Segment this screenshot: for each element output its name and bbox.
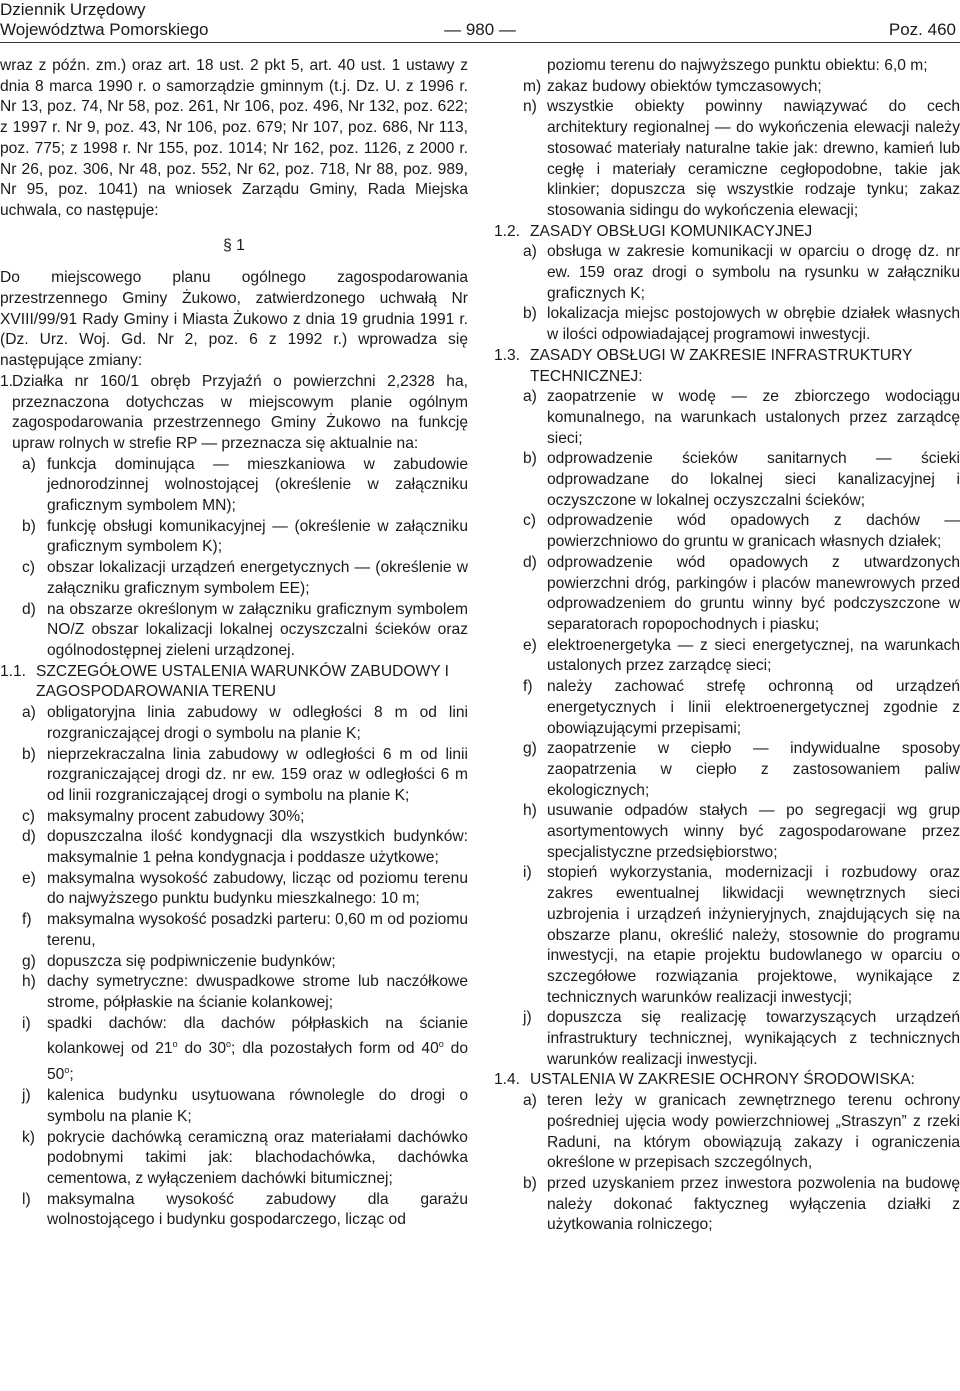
list-item	[494, 242, 960, 304]
item-label: a)	[22, 704, 36, 722]
item-text: pokrycie dachówką ceramiczną oraz materiałami dachówko podobnymi takimi jak: blachodachówka, dachówka cementowa, z wyłączeniem dachówki bitumicznej;	[47, 1128, 468, 1187]
item-text: wszystkie obiekty powinny nawiązywać do cech architektury regionalnej — do wykończenia elewacji należy stosować materiały naturalne takie jak: drewno, kamień lub cegłę i materiały ceramiczne cegłopodobne, takie jak klinkier; dopuszcza się wszystkie rodzaje tynku; zakaz stosowania sidingu do wykończenia elewacji;	[547, 98, 960, 219]
item-label: c)	[523, 512, 536, 530]
voivodeship-title: Województwa Pomorskiego	[0, 20, 209, 39]
item-text: stopień wykorzystania, modernizacji i rozbudowy oraz zakres ewentualnej likwidacji wewnętrznych sieci uzbrojenia i urządzeń inżynieryjnych, znajdujących się na obszarze planu, określić należy, stosownie do programu inwestycji, na etapie projektu budowlanego w oparciu o szczegółowe rozwiązania projektowe, wynikające z technicznych warunków realizacji inwestycji;	[547, 864, 960, 1006]
item-text: odprowadzenie ścieków sanitarnych — ścieki odprowadzane do lokalnej sieci kanalizacyjnej i oczyszczone w lokalnej oczyszczalni ścieków;	[547, 450, 960, 509]
text-run: ; dla pozostałych form od 40	[231, 1040, 439, 1058]
item-text: kalenica budynku usytuowana równolegle do drogi o symbolu na planie K;	[47, 1087, 468, 1125]
section-title: SZCZEGÓŁOWE USTALENIA WARUNKÓW ZABUDOWY I ZAGOSPODAROWANIA TERENU	[36, 662, 449, 701]
position-number: Poz. 460	[888, 20, 956, 39]
section-title: USTALENIA W ZAKRESIE OCHRONY ŚRODOWISKA:	[530, 1071, 916, 1089]
item-text: poziomu terenu do najwyższego punktu obiektu: 6,0 m;	[547, 57, 928, 74]
degree-sup: o	[226, 1039, 232, 1050]
section-number: 1.4.	[494, 1071, 521, 1089]
section-number: 1.2.	[494, 222, 521, 240]
degree-sup: o	[438, 1039, 444, 1050]
item-text: dopuszcza się podpiwniczenie budynków;	[47, 952, 336, 970]
list-item	[0, 827, 468, 868]
item-text: maksymalny procent zabudowy 30%;	[47, 807, 305, 825]
right-column	[494, 56, 960, 1236]
section-heading	[494, 222, 960, 243]
item-label-empty	[523, 56, 547, 77]
list-item	[494, 801, 960, 863]
item-label: c)	[22, 559, 35, 577]
list-item	[0, 745, 468, 807]
item-text: przed uzyskaniem przez inwestora pozwolenia na budowę należy dokonać faktyczneg wyłączenia działki z użytkowania rolniczego;	[547, 1174, 960, 1234]
item-label: b)	[523, 305, 537, 323]
item-label: i)	[22, 1014, 31, 1032]
list-item	[0, 1086, 468, 1127]
list-item	[494, 1008, 960, 1070]
item-text: obsługa w zakresie komunikacji w oparciu o drogę dz. nr ew. 159 oraz drogi o symbolu na rysunku w załączniku graficznych K;	[547, 243, 960, 302]
item-text: usuwanie odpadów stałych — po segregacji wg grup asortymentowych winny być zagospodarowane przez specjalistyczne przedsiębiorstwo;	[547, 802, 960, 861]
item-text: maksymalna wysokość posadzki parteru: 0,60 m od poziomu terenu,	[47, 911, 468, 949]
item-label: 1.	[0, 372, 14, 390]
list-item	[0, 455, 468, 517]
item-label: f)	[523, 678, 533, 696]
list-item	[0, 703, 468, 744]
list-item	[494, 387, 960, 449]
list-item	[0, 869, 468, 910]
item-text: nieprzekraczalna linia zabudowy w odległości 6 m od linii rozgraniczającej drogi dz. nr ew. 159 oraz w odległości 6 m od linii rozgraniczającej drogi o symbolu na planie K;	[47, 745, 468, 804]
list-item	[0, 1190, 468, 1231]
section-title: ZASADY OBSŁUGI KOMUNIKACYJNEJ	[530, 222, 813, 240]
list-item	[0, 1014, 468, 1086]
text-run: do 30	[177, 1040, 227, 1058]
list-item	[494, 677, 960, 739]
section-number: 1.3.	[494, 346, 521, 364]
item-text: obligatoryjna linia zabudowy w odległości 8 m od lini rozgraniczającej drogi o symbolu na planie K;	[47, 704, 468, 742]
list-item	[494, 97, 960, 221]
item-text: funkcja dominująca — mieszkaniowa w zabudowie jednorodzinnej wolnostojącej (określenie w załączniku graficznym symbolem MN);	[47, 455, 468, 515]
item-label: a)	[523, 243, 537, 261]
text-run: do 50	[47, 1040, 468, 1084]
degree-sup: o	[172, 1039, 178, 1050]
item-text: Działka nr 160/1 obręb Przyjaźń o powierzchni 2,2328 ha, przeznaczona dotychczas w miejscowym planie ogólnym zagospodarowania przestrzennego Gminy Żukowo na funkcję upraw rolnych w strefie RP — przeznacza się aktualnie na:	[12, 372, 468, 452]
item-text: obszar lokalizacji urządzeń energetycznych — (określenie w załączniku graficznym symbolem EE);	[47, 559, 468, 597]
list-item	[494, 77, 960, 98]
list-item	[494, 636, 960, 677]
item-label: c)	[22, 807, 35, 825]
item-label: k)	[22, 1128, 35, 1146]
item-text: zaopatrzenie w wodę — ze zbiorczego wodociągu komunalnego, na warunkach ustalonych przez zarządcę sieci;	[547, 388, 960, 447]
list-item	[0, 372, 468, 455]
list-item	[0, 558, 468, 599]
item-text: lokalizacja miejsc postojowych w obrębie działek własnych w ilości odpowiadającej programowi inwestycji.	[547, 305, 960, 344]
list-item	[0, 517, 468, 558]
item-text: zakaz budowy obiektów tymczasowych;	[547, 77, 822, 95]
item-label: d)	[523, 553, 537, 571]
list-item	[494, 863, 960, 1008]
item-text: teren leży w granicach zewnętrznego terenu ochrony pośredniej ujęcia wody powierzchniowej „Straszyn” z rzeki Raduni, na którym obowiązują zakazy i ograniczenia określone w przepisach szczególnych,	[547, 1092, 960, 1172]
list-item	[0, 910, 468, 951]
degree-sup: o	[64, 1065, 70, 1076]
item1-sublist	[0, 455, 468, 662]
list-item	[494, 553, 960, 636]
item-text: maksymalna wysokość zabudowy, licząc od poziomu terenu do najwyższego punktu budynku mieszkalnego: 10 m;	[47, 869, 468, 908]
item-label: h)	[22, 973, 36, 991]
section-title: ZASADY OBSŁUGI W ZAKRESIE INFRASTRUKTURY TECHNICZNEJ:	[530, 346, 913, 385]
list-item	[0, 952, 468, 973]
section-heading	[0, 662, 468, 703]
list-item	[0, 972, 468, 1013]
item-text: odprowadzenie wód opadowych z utwardzonych powierzchni dróg, parkingów i placów manewrowych przed odprowadzeniem do gruntu winny być podczyszczone w separatorach ropopochodnych i piasku;	[547, 553, 960, 633]
paragraph-sign: § 1	[223, 236, 245, 254]
item-label: f)	[22, 911, 32, 929]
item-text: należy zachować strefę ochronną od urządzeń energetycznych i linii elektroenergetycznej zgodnie z obowiązującymi przepisami;	[547, 678, 960, 737]
list-item	[494, 1091, 960, 1174]
item-label: b)	[22, 745, 36, 763]
item-text: funkcję obsługi komunikacyjnej — (określenie w załączniku graficznym symbolem K);	[47, 517, 468, 556]
item-text: zaopatrzenie w ciepło — indywidualne sposoby zaopatrzenia w ciepło z zastosowaniem paliw ekologicznych;	[547, 740, 960, 799]
item-label: n)	[523, 98, 537, 116]
section-heading	[494, 1070, 960, 1091]
intro-paragraph: wraz z późn. zm.) oraz art. 18 ust. 2 pkt 5, art. 40 ust. 1 ustawy z dnia 8 marca 1990 r. o samorządzie gminnym (t.j. Dz. U. z 1996 r. Nr 13, poz. 74, Nr 58, poz. 261, Nr 106, poz. 496, Nr 132, poz. 622; z 1997 r. Nr 9, poz. 43, Nr 106, poz. 679; Nr 107, poz. 686, Nr 113, poz. 775; z 1998 r. Nr 155, poz. 1014; Nr 162, poz. 1126, z 2000 r. Nr 26, poz. 306, Nr 48, poz. 552, Nr 62, poz. 718, Nr 88, poz. 989, Nr 95, poz. 1041) na wniosek Zarządu Gminy, Rada Miejska uchwala, co następuje:	[0, 57, 468, 219]
list-item	[494, 739, 960, 801]
item-label: b)	[523, 450, 537, 468]
item-label: m)	[523, 77, 542, 95]
item-label: g)	[22, 952, 36, 970]
list-item	[494, 449, 960, 511]
list-item	[0, 807, 468, 828]
section-heading	[494, 346, 960, 387]
list-item	[0, 1128, 468, 1190]
item-text: na obszarze określonym w załączniku graficznym symbolem NO/Z obszar lokalizacji lokalnej oczyszczalni ścieków oraz ogólnodostępnej zieleni urządzonej.	[47, 600, 468, 659]
item-label: a)	[22, 455, 36, 473]
item-label: e)	[523, 636, 537, 654]
item-text: odprowadzenie wód opadowych z dachów — powierzchniowo do gruntu w granicach własnych działek;	[547, 512, 960, 551]
list-item	[494, 511, 960, 552]
text-run: ;	[69, 1066, 74, 1084]
item-label: h)	[523, 802, 537, 820]
list-item	[494, 304, 960, 345]
paragraph-body: Do miejscowego planu ogólnego zagospodarowania przestrzennego Gminy Żukowo, zatwierdzonego uchwałą Nr XVIII/99/91 Rady Gminy i Miasta Żukowo z dnia 19 grudnia 1991 r. (Dz. Urz. Woj. Gd. Nr 2, poz. 6 z 1992 r.) wprowadza się następujące zmiany:	[0, 269, 468, 370]
item-label: e)	[22, 869, 36, 887]
left-column	[0, 56, 468, 1231]
header-rule	[0, 42, 960, 43]
item-label: d)	[22, 828, 36, 846]
item-label: d)	[22, 600, 36, 618]
item-label: g)	[523, 740, 537, 758]
item-text: dopuszcza się realizację towarzyszących urządzeń infrastruktury technicznej, wynikających z technicznych warunków realizacji inwestycji.	[547, 1009, 960, 1068]
item-label: b)	[523, 1174, 537, 1192]
item-label: i)	[523, 864, 532, 882]
item-label: l)	[22, 1190, 31, 1208]
item-text: maksymalna wysokość zabudowy dla garażu wolnostojącego i budynku gospodarczego, licząc od	[47, 1190, 468, 1229]
item-text: dopuszczalna ilość kondygnacji dla wszystkich budynków: maksymalnie 1 pełna kondygnacja i poddasze użytkowe;	[47, 828, 468, 867]
section-1-1-list	[0, 703, 468, 1231]
page-number: — 980 —	[444, 20, 516, 39]
item-label: a)	[523, 1092, 537, 1110]
item-label: a)	[523, 388, 537, 406]
item-label: j)	[523, 1009, 532, 1027]
section-number: 1.1.	[0, 662, 27, 680]
list-item-continuation	[494, 56, 960, 77]
text-run: spadki dachów: dla dachów półpłaskich na ścianie kolankowej od 21	[47, 1014, 468, 1058]
item-label: j)	[22, 1087, 31, 1105]
list-item	[494, 1174, 960, 1236]
publication-title: Dziennik Urzędowy	[0, 0, 146, 19]
item-text: dachy symetryczne: dwuspadkowe strome lub naczółkowe strome, półpłaskie na ścianie kolankowej;	[47, 973, 468, 1011]
item-text	[47, 1014, 468, 1086]
list-item	[0, 600, 468, 662]
page-header	[0, 0, 960, 42]
item-label: b)	[22, 517, 36, 535]
item-text: elektroenergetyka — z sieci energetycznej, na warunkach ustalonych przez zarządcę sieci;	[547, 636, 960, 675]
